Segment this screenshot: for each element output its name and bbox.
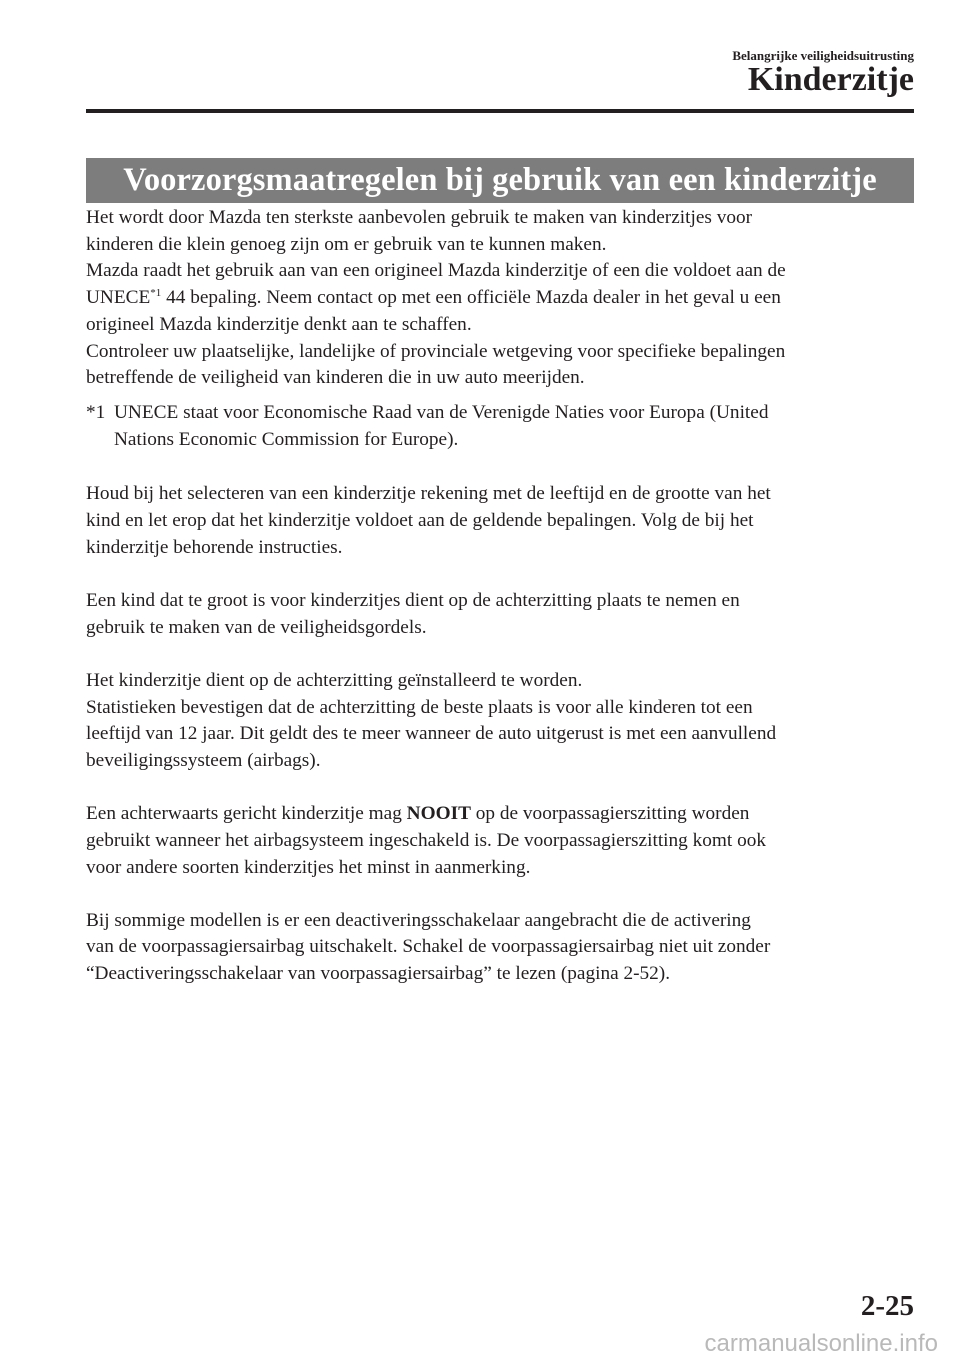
text-line: origineel Mazda kinderzitje denkt aan te schaffen.	[86, 313, 472, 335]
footnote	[86, 400, 914, 453]
text-line: Houd bij het selecteren van een kinderzitje rekening met de leeftijd en de grootte van het	[86, 483, 771, 505]
text-line: van de voorpassagiersairbag uitschakelt. Schakel de voorpassagiersairbag niet uit zonder	[86, 936, 771, 958]
chapter-title: Kinderzitje	[747, 61, 914, 98]
text-line: Controleer uw plaatselijke, landelijke of provinciale wetgeving voor specifieke bepalingen	[86, 340, 786, 362]
text-line: UNECE staat voor Economische Raad van de Verenigde Naties voor Europa (United	[114, 401, 769, 423]
text-line: kind en let erop dat het kinderzitje voldoet aan de geldende bepalingen. Volg de bij het	[86, 510, 754, 532]
text-line: Het kinderzitje dient op de achterzitting geïnstalleerd te worden.	[86, 669, 583, 691]
text-line: gebruikt wanneer het airbagsysteem ingeschakeld is. De voorpassagierszitting komt ook	[86, 829, 767, 851]
page-number: 2-25	[860, 1290, 914, 1322]
text-line: Nations Economic Commission for Europe).	[114, 428, 459, 450]
text-line: gebruik te maken van de veiligheidsgordels.	[86, 616, 427, 638]
text-line: Een kind dat te groot is voor kinderzitjes dient op de achterzitting plaats te nemen en	[86, 589, 740, 611]
footnote-marker: *1	[86, 401, 106, 423]
paragraph-rear-seat	[86, 668, 914, 775]
emphasis-never: NOOIT	[406, 803, 471, 825]
paragraph-large-child	[86, 588, 914, 641]
text-line: Mazda raadt het gebruik aan van een origineel Mazda kinderzitje of een die voldoet aan de	[86, 260, 786, 282]
watermark: carmanualsonline.info	[704, 1330, 938, 1357]
text-line: betreffende de veiligheid van kinderen die in uw auto meerijden.	[86, 367, 585, 389]
paragraph-recommendation	[86, 205, 914, 392]
text-line: voor andere soorten kinderzitjes het minst in aanmerking.	[86, 856, 531, 878]
page-content	[86, 205, 914, 988]
section-title: Voorzorgsmaatregelen bij gebruik van een kinderzitje	[123, 162, 877, 198]
paragraph-rear-facing-warning	[86, 801, 914, 881]
text-line: op de voorpassagierszitting worden	[470, 803, 750, 825]
paragraph-deactivation-switch	[86, 908, 914, 988]
text-line: 44 bepaling. Neem contact op met een officiële Mazda dealer in het geval u een	[161, 287, 781, 309]
text-line: kinderen die klein genoeg zijn om er gebruik van te kunnen maken.	[86, 233, 607, 255]
text-line: kinderzitje behorende instructies.	[86, 536, 343, 558]
text-line: Bij sommige modellen is er een deactiveringsschakelaar aangebracht die de activering	[86, 909, 751, 931]
header-divider	[86, 109, 914, 113]
text-line: leeftijd van 12 jaar. Dit geldt des te meer wanneer de auto uitgerust is met een aanvullend	[86, 723, 777, 745]
text-line: Statistieken bevestigen dat de achterzitting de beste plaats is voor alle kinderen tot een	[86, 696, 753, 718]
text-line: “Deactiveringsschakelaar van voorpassagiersairbag” te lezen (pagina 2-52).	[86, 963, 671, 985]
text-line: beveiligingssysteem (airbags).	[86, 749, 321, 771]
footnote-text	[114, 400, 914, 453]
section-header: Belangrijke veiligheidsuitrusting	[732, 48, 914, 63]
footnote-reference: *1	[150, 287, 162, 300]
paragraph-selection	[86, 481, 914, 561]
text-line: Een achterwaarts gericht kinderzitje mag	[86, 803, 407, 825]
text-line: UNECE	[86, 287, 151, 309]
text-line: Het wordt door Mazda ten sterkste aanbevolen gebruik te maken van kinderzitjes voor	[86, 207, 753, 228]
section-title-bar	[86, 158, 914, 203]
